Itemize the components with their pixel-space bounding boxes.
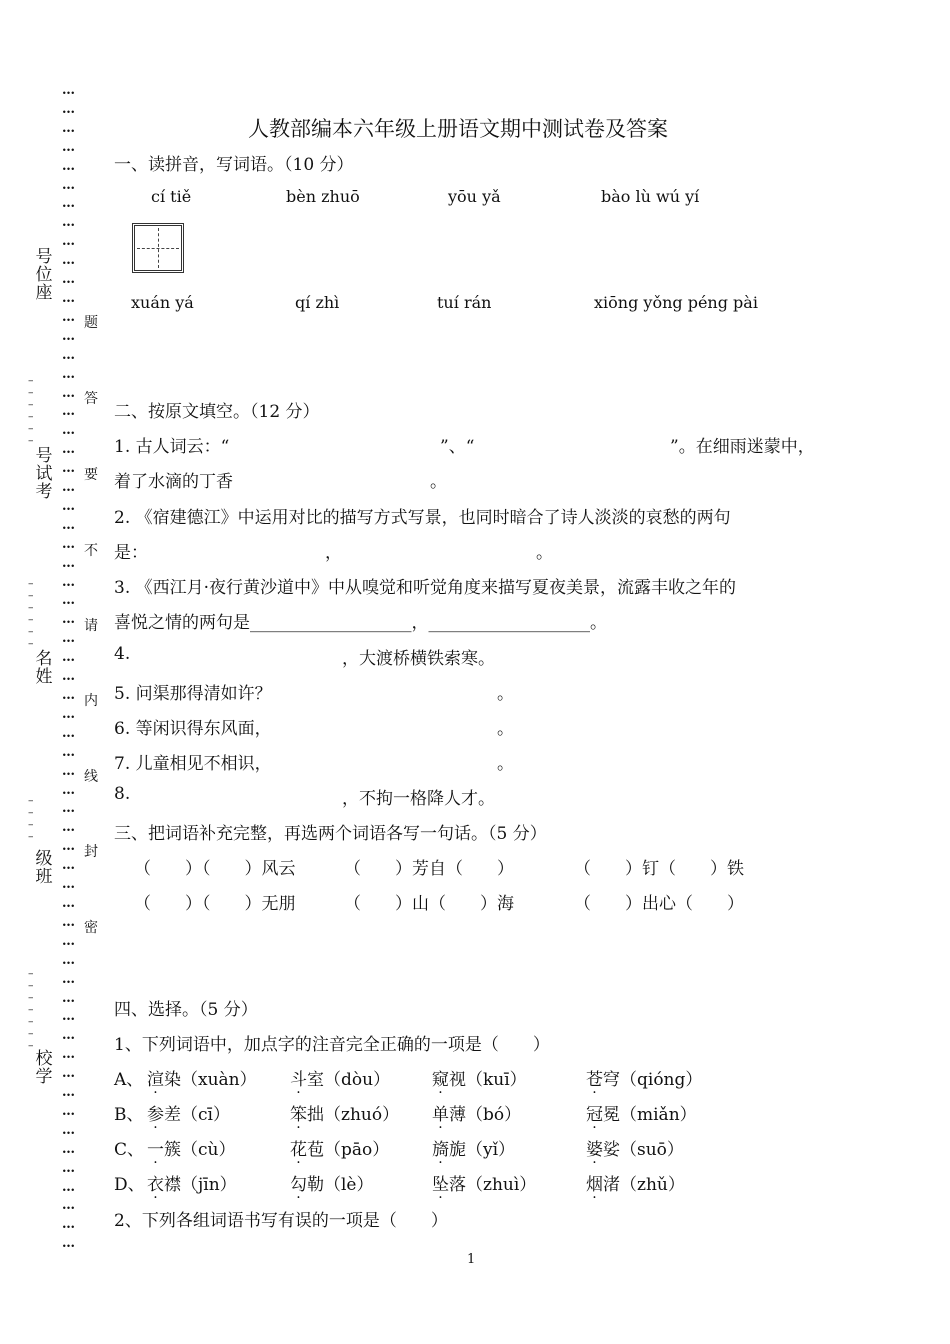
dot-row: … <box>62 631 74 647</box>
fill-line: – – – – – – – <box>28 967 34 1052</box>
question-text: 。 <box>497 754 514 774</box>
option-word <box>586 1135 684 1160</box>
dot-row: … <box>62 328 74 344</box>
option-label[interactable]: C、 <box>114 1140 145 1160</box>
dotted-char: 苍 <box>586 1070 603 1090</box>
pinyin: yōu yǎ <box>448 187 501 206</box>
dotted-char: 旖 <box>432 1140 449 1160</box>
pinyin: cí tiě <box>151 187 192 206</box>
dot-row: … <box>62 83 74 98</box>
option-word-rest: 渚（zhǔ） <box>603 1175 685 1195</box>
option-label[interactable]: A、 <box>114 1070 144 1090</box>
dot-row: … <box>62 650 74 666</box>
dot-row: … <box>62 234 74 250</box>
dot-row: … <box>62 1009 74 1025</box>
dot-row: … <box>62 404 74 420</box>
question-text: 2. 《宿建德江》中运用对比的描写方式写景，也同时暗合了诗人淡淡的哀愁的两句 <box>114 508 731 528</box>
question-text: ， <box>325 543 342 563</box>
seal-char: 封 <box>84 844 98 860</box>
option-word-rest: 差（cī） <box>164 1105 230 1125</box>
option-word-rest: 勒（lè） <box>307 1175 374 1195</box>
question-text: 6. 等闲识得东风面， <box>114 719 272 739</box>
dotted-char: 窥 <box>432 1070 449 1090</box>
idiom-blank: （ ）出心（ ） <box>574 894 744 914</box>
dot-row: … <box>62 139 74 155</box>
dotted-char: 笨 <box>290 1105 307 1125</box>
option-word <box>290 1135 389 1160</box>
seal-char: 题 <box>84 315 98 331</box>
dotted-char: 冠 <box>586 1105 603 1125</box>
dot-row: … <box>62 952 74 968</box>
dot-row: … <box>62 669 74 685</box>
idiom-blank: （ ）钉（ ）铁 <box>574 859 744 879</box>
option-word-rest: 室（dòu） <box>307 1070 391 1090</box>
option-word <box>586 1170 685 1195</box>
option-word <box>432 1065 527 1090</box>
dot-row: … <box>62 612 74 628</box>
seat-number-label: 号 位 座 <box>35 247 53 303</box>
option-word-rest: 染（xuàn） <box>164 1070 257 1090</box>
seal-char: 不 <box>84 543 98 559</box>
dot-row: … <box>62 423 74 439</box>
dot-row: … <box>62 725 74 741</box>
option-word-rest: 娑（suō） <box>603 1140 684 1160</box>
section4-heading: 四、选择。（5 分） <box>114 1000 258 1020</box>
option-word <box>586 1065 702 1090</box>
dot-row: … <box>62 914 74 930</box>
dotted-char: 斗 <box>290 1070 307 1090</box>
dotted-char: 参 <box>147 1105 164 1125</box>
option-word-rest: 视（kuī） <box>449 1070 527 1090</box>
dot-row: … <box>62 158 74 174</box>
option-word <box>432 1170 536 1195</box>
dot-row: … <box>62 177 74 193</box>
dot-row: … <box>62 215 74 231</box>
question-text: 1、下列词语中，加点字的注音完全正确的一项是（ ） <box>114 1035 550 1055</box>
question-text: 。 <box>430 472 447 492</box>
dot-row: … <box>62 801 74 817</box>
writing-grid-box[interactable] <box>132 223 184 273</box>
dot-row: … <box>62 593 74 609</box>
question-text: 。 <box>536 543 553 563</box>
seal-char: 线 <box>84 769 98 785</box>
dot-row: … <box>62 990 74 1006</box>
dot-row: … <box>62 385 74 401</box>
dot-row: … <box>62 366 74 382</box>
class-label: 级 班 <box>35 849 53 887</box>
dot-row: … <box>62 253 74 269</box>
dotted-char: 单 <box>432 1105 449 1125</box>
dot-row: … <box>62 763 74 779</box>
fill-line: – – – – – – <box>28 374 34 447</box>
option-word <box>586 1100 697 1125</box>
pinyin: xiōng yǒng péng pài <box>594 293 758 312</box>
section3-heading: 三、把词语补充完整，再选两个词语各写一句话。（5 分） <box>114 824 547 844</box>
dotted-char: 勾 <box>290 1175 307 1195</box>
dot-row: … <box>62 196 74 212</box>
pinyin: bèn zhuō <box>286 187 360 206</box>
seal-char: 要 <box>84 467 98 483</box>
question-text: 。 <box>497 684 514 704</box>
option-word <box>432 1135 515 1160</box>
dotted-char: 坠 <box>432 1175 449 1195</box>
option-word <box>147 1065 257 1090</box>
question-text: 1. 古人词云：“ <box>114 437 230 457</box>
fill-line: – – – – – – <box>28 577 34 650</box>
option-word-rest: 襟（jīn） <box>164 1175 237 1195</box>
option-word-rest: 苞（pāo） <box>307 1140 390 1160</box>
dot-row: … <box>62 555 74 571</box>
binding-dotted-line <box>62 82 84 1254</box>
idiom-blank: （ ）（ ）无朋 <box>134 894 296 914</box>
seal-char: 请 <box>84 618 98 634</box>
dot-row: … <box>62 895 74 911</box>
seal-char: 内 <box>84 693 98 709</box>
page-title: 人教部编本六年级上册语文期中测试卷及答案 <box>248 117 668 141</box>
dot-row: … <box>62 688 74 703</box>
question-text: 。 <box>497 719 514 739</box>
option-word <box>290 1065 390 1090</box>
dot-row: … <box>62 272 74 288</box>
dot-row: … <box>62 1236 74 1252</box>
option-word-rest: 拙（zhuó） <box>307 1105 400 1125</box>
dotted-char: 婆 <box>586 1140 603 1160</box>
dot-row: … <box>62 1160 74 1176</box>
dot-row: … <box>62 574 74 590</box>
idiom-blank: （ ）芳自（ ） <box>344 859 514 879</box>
option-word-rest: 冕（miǎn） <box>603 1105 697 1125</box>
option-word <box>147 1100 230 1125</box>
question-text: ”。在细雨迷蒙中， <box>670 437 815 457</box>
option-word-rest: 穹（qióng） <box>603 1070 703 1090</box>
dot-row: … <box>62 536 74 552</box>
seal-char: 答 <box>84 391 98 407</box>
dot-row: … <box>62 1047 74 1063</box>
idiom-blank: （ ）（ ）风云 <box>134 859 296 879</box>
question-text: 是： <box>114 543 148 563</box>
question-text: 3. 《西江月·夜行黄沙道中》中从嗅觉和听觉角度来描写夏夜美景，流露丰收之年的 <box>114 578 737 598</box>
dot-row: … <box>62 858 74 874</box>
section1-heading: 一、读拼音，写词语。（10 分） <box>114 155 354 175</box>
dot-row: … <box>62 877 74 893</box>
pinyin: xuán yá <box>131 293 194 312</box>
option-word-rest: 旎（yǐ） <box>449 1140 516 1160</box>
question-text: 喜悦之情的两句是___________________，___________________。 <box>114 613 607 633</box>
dot-row: … <box>62 347 74 363</box>
question-text: 着了水滴的丁香 <box>114 472 233 492</box>
school-label: 校 学 <box>35 1049 53 1087</box>
pinyin: qí zhì <box>295 293 340 312</box>
dotted-char: 一 <box>147 1140 164 1160</box>
question-text: 5. 问渠那得清如许？ <box>114 684 272 704</box>
question-text: ，不拘一格降人才。 <box>342 789 495 809</box>
question-text: 4. <box>114 644 131 664</box>
dotted-char: 花 <box>290 1140 307 1160</box>
dot-row: … <box>62 1141 74 1157</box>
dot-row: … <box>62 1103 74 1119</box>
dot-row: … <box>62 120 74 136</box>
option-label[interactable]: B、 <box>114 1105 144 1125</box>
dot-row: … <box>62 933 74 949</box>
dot-row: … <box>62 1217 74 1233</box>
option-word <box>147 1135 235 1160</box>
option-word <box>290 1100 399 1125</box>
dot-row: … <box>62 1066 74 1082</box>
dot-row: … <box>62 706 74 722</box>
option-word <box>432 1100 521 1125</box>
dot-row: … <box>62 290 74 306</box>
section2-heading: 二、按原文填空。（12 分） <box>114 402 320 422</box>
dot-row: … <box>62 971 74 987</box>
dot-row: … <box>62 1179 74 1195</box>
question-text: ，大渡桥横铁索寒。 <box>342 649 495 669</box>
option-word <box>147 1170 237 1195</box>
dot-row: … <box>62 1198 74 1214</box>
question-text: 7. 儿童相见不相识， <box>114 754 272 774</box>
dot-row: … <box>62 1028 74 1044</box>
option-label[interactable]: D、 <box>114 1175 145 1195</box>
dot-row: … <box>62 1085 74 1101</box>
question-text: 8. <box>114 784 131 804</box>
page-number: 1 <box>467 1252 476 1267</box>
dotted-char: 衣 <box>147 1175 164 1195</box>
exam-number-label: 号 试 考 <box>35 446 53 502</box>
option-word-rest: 簇（cù） <box>164 1140 236 1160</box>
dotted-char: 烟 <box>586 1175 603 1195</box>
dot-row: … <box>62 461 74 477</box>
fill-line: – – – – <box>28 794 34 843</box>
dot-row: … <box>62 498 74 514</box>
dot-row: … <box>62 101 74 117</box>
dot-row: … <box>62 820 74 836</box>
option-word-rest: 薄（bó） <box>449 1105 522 1125</box>
dot-row: … <box>62 744 74 760</box>
dot-row: … <box>62 480 74 496</box>
question-text: ”、“ <box>440 437 475 457</box>
option-word <box>290 1170 374 1195</box>
pinyin: bào lù wú yí <box>601 187 700 206</box>
idiom-blank: （ ）山（ ）海 <box>344 894 514 914</box>
seal-char: 密 <box>84 920 98 936</box>
dotted-char: 渲 <box>147 1070 164 1090</box>
dot-row: … <box>62 1122 74 1138</box>
pinyin: tuí rán <box>437 293 492 312</box>
option-word-rest: 落（zhuì） <box>449 1175 537 1195</box>
dot-row: … <box>62 782 74 798</box>
dot-row: … <box>62 839 74 855</box>
dot-row: … <box>62 517 74 533</box>
dot-row: … <box>62 309 74 325</box>
name-label: 名 姓 <box>35 649 53 687</box>
question-text: 2、下列各组词语书写有误的一项是（ ） <box>114 1211 448 1231</box>
dot-row: … <box>62 442 74 458</box>
